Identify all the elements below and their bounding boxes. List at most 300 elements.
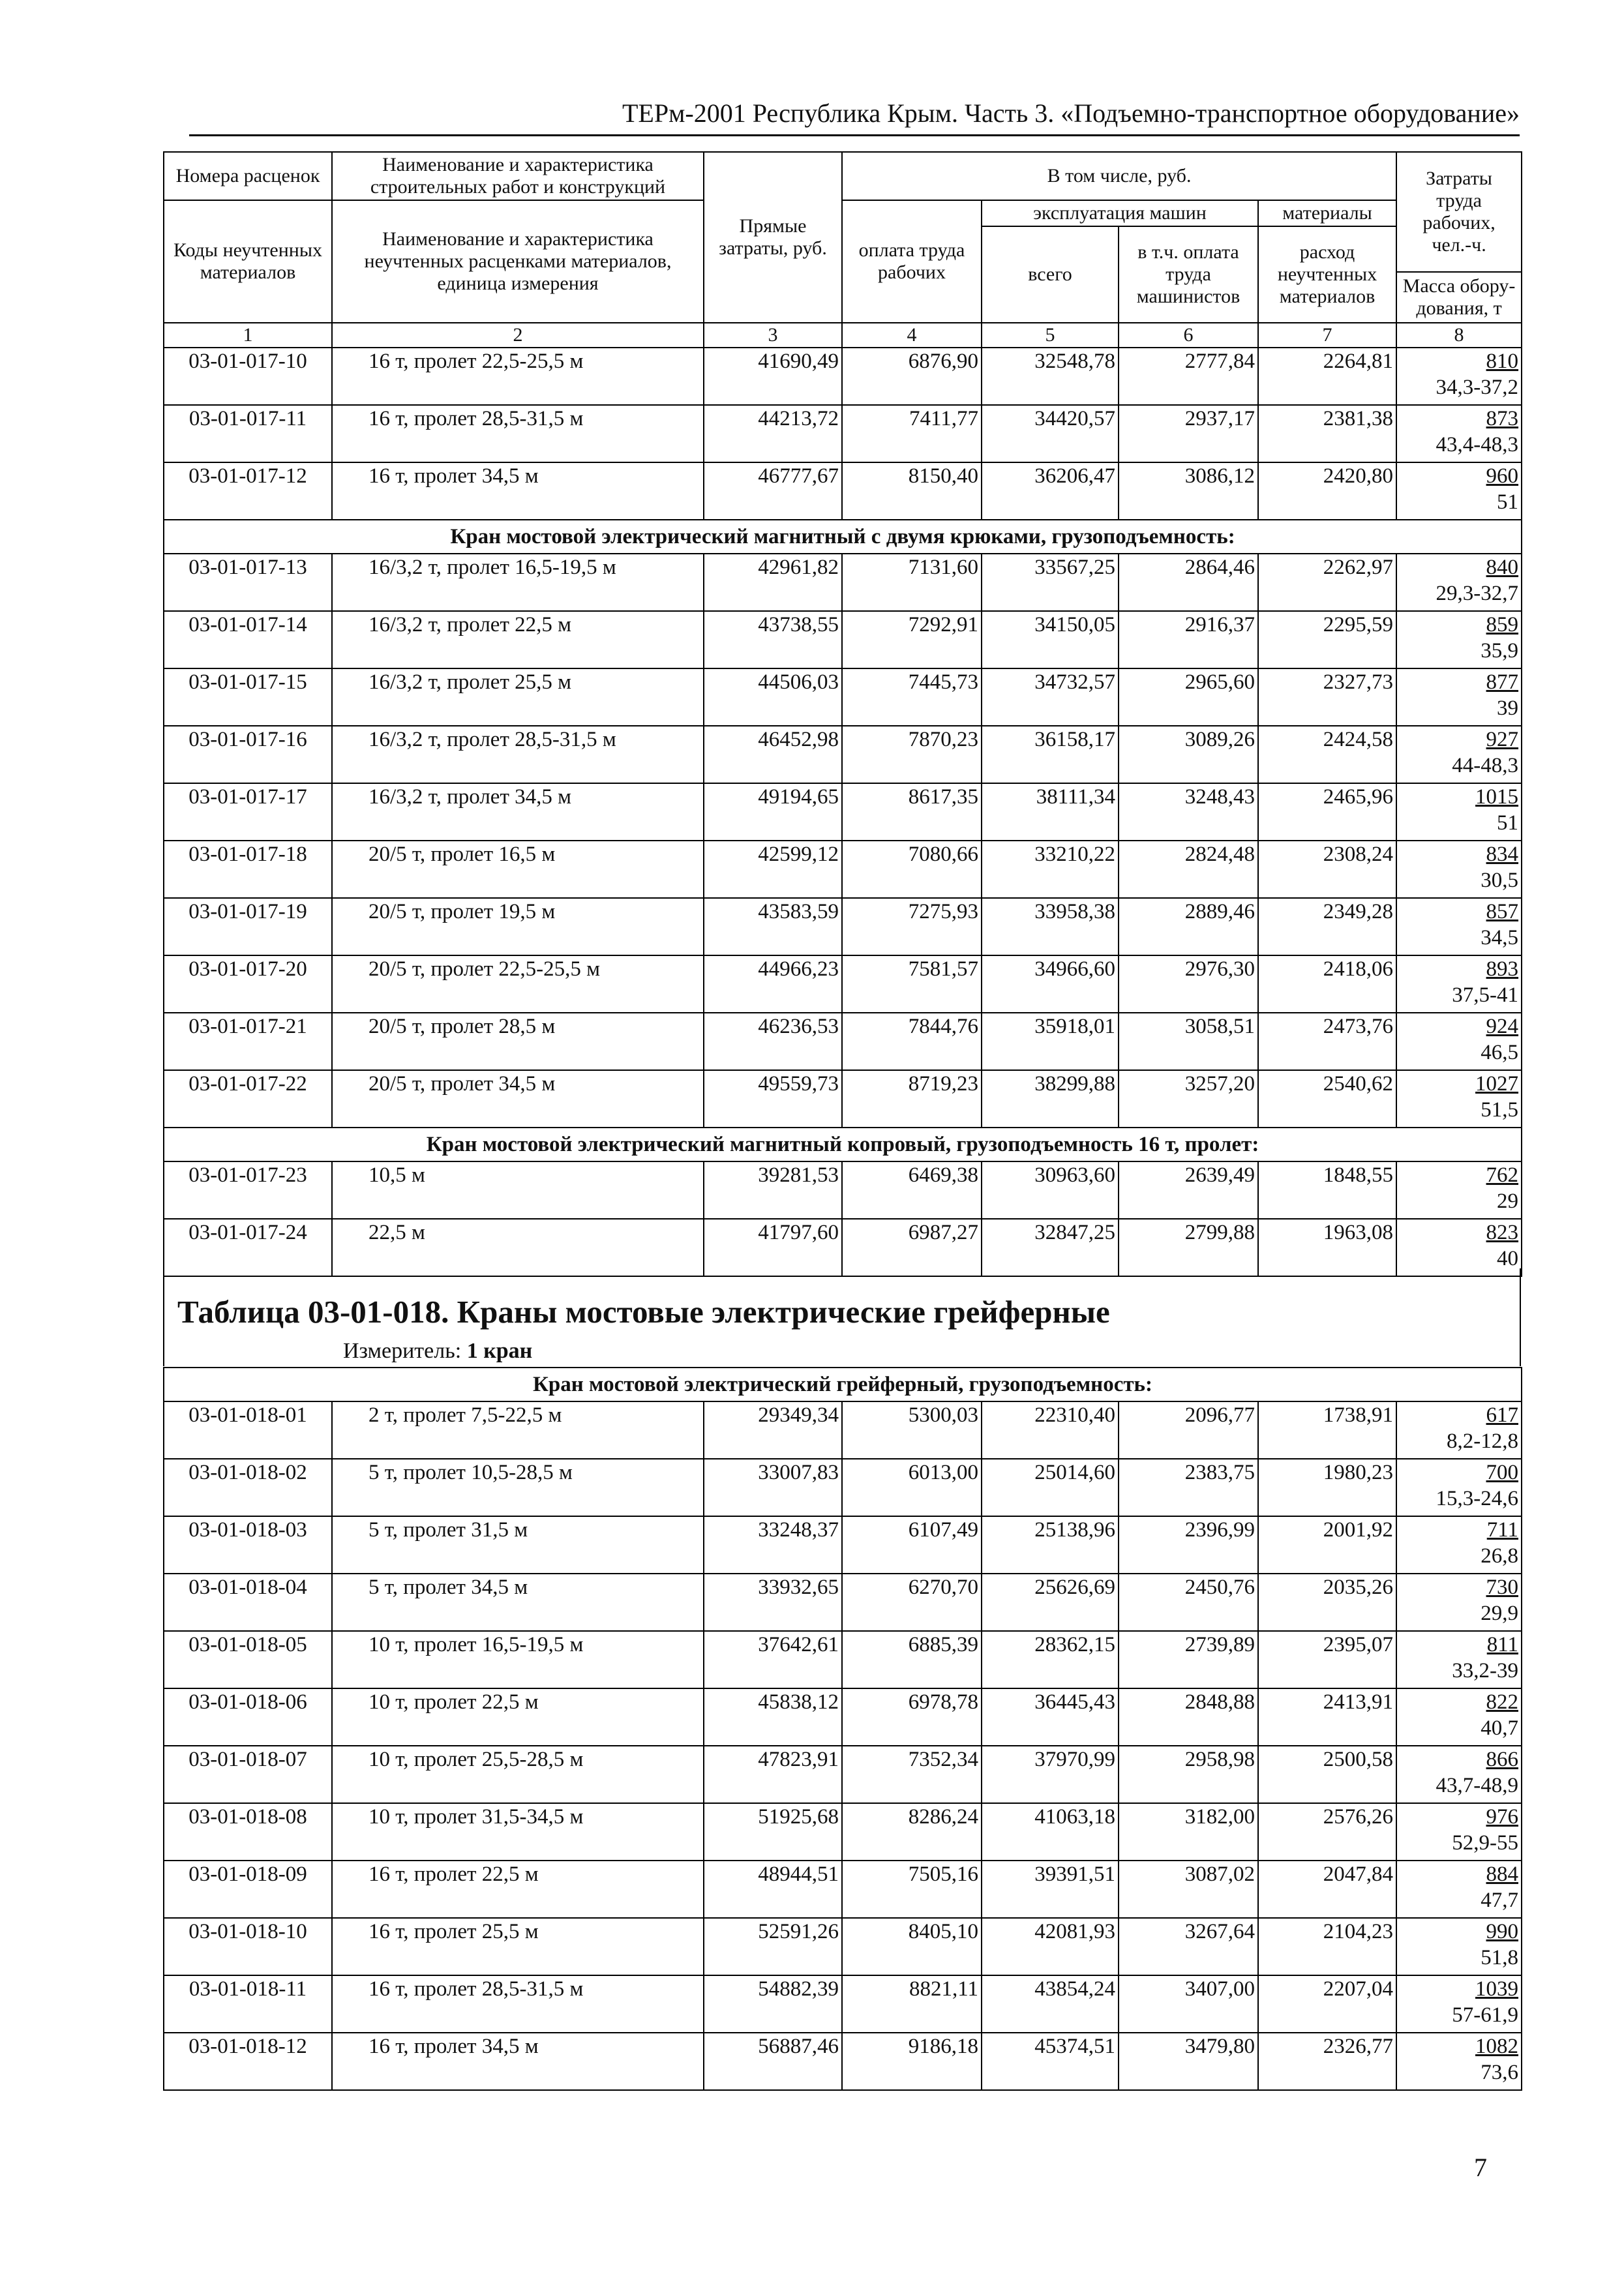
- machines-total: 25014,60: [982, 1459, 1119, 1516]
- table-row: [164, 1861, 1522, 1918]
- rate-code: 03-01-017-23: [164, 1161, 332, 1219]
- labor-pay: 7275,93: [842, 898, 982, 955]
- machinist-pay: 2916,37: [1119, 611, 1258, 668]
- work-name: 5 т, пролет 31,5 м: [332, 1516, 704, 1574]
- labor-cost-value: 927: [1486, 728, 1519, 751]
- equipment-mass-value: 43,4-48,3: [1436, 433, 1519, 456]
- head-rate-numbers: Номера расценок: [164, 152, 332, 200]
- labor-pay: 7581,57: [842, 955, 982, 1013]
- work-name: 16/3,2 т, пролет 28,5-31,5 м: [332, 726, 704, 783]
- labor-and-mass: [1396, 1013, 1522, 1070]
- rate-code: 03-01-018-10: [164, 1918, 332, 1975]
- labor-cost-value: 884: [1486, 1863, 1518, 1886]
- work-name: 20/5 т, пролет 22,5-25,5 м: [332, 955, 704, 1013]
- machines-total: 38111,34: [982, 783, 1119, 841]
- measure-label: Измеритель:: [343, 1339, 462, 1363]
- col-index: 7: [1258, 323, 1396, 348]
- labor-cost-value: 873: [1486, 407, 1519, 430]
- labor-pay: 9186,18: [842, 2033, 982, 2090]
- machinist-pay: 3182,00: [1119, 1803, 1258, 1861]
- equipment-mass-value: 51: [1497, 490, 1519, 514]
- equipment-mass-value: 39: [1497, 696, 1519, 720]
- labor-and-mass: [1396, 1401, 1522, 1459]
- materials: 2395,07: [1258, 1631, 1396, 1688]
- materials: 1738,91: [1258, 1401, 1396, 1459]
- work-name: 10 т, пролет 25,5-28,5 м: [332, 1746, 704, 1803]
- direct-costs: 43583,59: [704, 898, 842, 955]
- labor-pay: 7352,34: [842, 1746, 982, 1803]
- head-equipment-mass: Масса обору-дования, т: [1396, 272, 1522, 323]
- work-name: 20/5 т, пролет 16,5 м: [332, 841, 704, 898]
- labor-cost-value: 877: [1486, 670, 1519, 694]
- table-row: [164, 1070, 1522, 1128]
- labor-and-mass: [1396, 462, 1522, 520]
- rate-code: 03-01-017-16: [164, 726, 332, 783]
- direct-costs: 33932,65: [704, 1574, 842, 1631]
- table-row: [164, 1013, 1522, 1070]
- table-row: [164, 1631, 1522, 1688]
- section-row: [164, 1368, 1522, 1401]
- rate-code: 03-01-018-07: [164, 1746, 332, 1803]
- rate-code: 03-01-017-18: [164, 841, 332, 898]
- direct-costs: 54882,39: [704, 1975, 842, 2033]
- col-index: 6: [1119, 323, 1258, 348]
- equipment-mass-value: 30,5: [1481, 869, 1519, 892]
- direct-costs: 41797,60: [704, 1219, 842, 1276]
- labor-pay: 6885,39: [842, 1631, 982, 1688]
- labor-pay: 6107,49: [842, 1516, 982, 1574]
- labor-pay: 6270,70: [842, 1574, 982, 1631]
- labor-pay: 6978,78: [842, 1688, 982, 1746]
- machinist-pay: 2450,76: [1119, 1574, 1258, 1631]
- table-row: [164, 611, 1522, 668]
- machines-total: 34966,60: [982, 955, 1119, 1013]
- table-row: [164, 1975, 1522, 2033]
- direct-costs: 52591,26: [704, 1918, 842, 1975]
- machines-total: 30963,60: [982, 1161, 1119, 1219]
- table-row: [164, 955, 1522, 1013]
- machines-total: 36206,47: [982, 462, 1119, 520]
- materials: 2104,23: [1258, 1918, 1396, 1975]
- rate-code: 03-01-018-03: [164, 1516, 332, 1574]
- materials: 2349,28: [1258, 898, 1396, 955]
- labor-and-mass: [1396, 1803, 1522, 1861]
- table-row: [164, 1918, 1522, 1975]
- head-direct-costs: Прямые затраты, руб.: [704, 152, 842, 323]
- equipment-mass-value: 46,5: [1481, 1041, 1519, 1064]
- machines-total: 37970,99: [982, 1746, 1119, 1803]
- labor-pay: 7411,77: [842, 405, 982, 462]
- col-index: 3: [704, 323, 842, 348]
- direct-costs: 37642,61: [704, 1631, 842, 1688]
- equipment-mass-value: 34,5: [1481, 926, 1519, 950]
- labor-pay: 8719,23: [842, 1070, 982, 1128]
- rate-code: 03-01-018-05: [164, 1631, 332, 1688]
- table-row: [164, 2033, 1522, 2090]
- work-name: 16 т, пролет 28,5-31,5 м: [332, 1975, 704, 2033]
- table-row: [164, 898, 1522, 955]
- equipment-mass-value: 29,9: [1481, 1602, 1518, 1625]
- labor-pay: 7844,76: [842, 1013, 982, 1070]
- equipment-mass-value: 37,5-41: [1452, 983, 1519, 1007]
- table-row: [164, 554, 1522, 611]
- direct-costs: 46236,53: [704, 1013, 842, 1070]
- labor-and-mass: [1396, 1975, 1522, 2033]
- labor-pay: 7445,73: [842, 668, 982, 726]
- labor-and-mass: [1396, 1631, 1522, 1688]
- labor-and-mass: [1396, 668, 1522, 726]
- materials: 2540,62: [1258, 1070, 1396, 1128]
- direct-costs: 47823,91: [704, 1746, 842, 1803]
- labor-cost-value: 823: [1486, 1221, 1519, 1244]
- table-measure: [343, 1338, 532, 1364]
- machines-total: 34420,57: [982, 405, 1119, 462]
- labor-and-mass: [1396, 955, 1522, 1013]
- materials: 1980,23: [1258, 1459, 1396, 1516]
- equipment-mass-value: 52,9-55: [1452, 1831, 1518, 1855]
- materials: 2424,58: [1258, 726, 1396, 783]
- labor-cost-value: 762: [1486, 1163, 1519, 1187]
- table-row: [164, 726, 1522, 783]
- labor-cost-value: 840: [1486, 556, 1519, 579]
- labor-and-mass: [1396, 898, 1522, 955]
- direct-costs: 43738,55: [704, 611, 842, 668]
- work-name: 16/3,2 т, пролет 25,5 м: [332, 668, 704, 726]
- labor-and-mass: [1396, 1459, 1522, 1516]
- table-row: [164, 1516, 1522, 1574]
- rate-code: 03-01-017-22: [164, 1070, 332, 1128]
- equipment-mass-value: 73,6: [1481, 2061, 1518, 2084]
- labor-and-mass: [1396, 1746, 1522, 1803]
- machinist-pay: 2777,84: [1119, 348, 1258, 405]
- rate-code: 03-01-017-17: [164, 783, 332, 841]
- equipment-mass-value: 44-48,3: [1452, 754, 1519, 777]
- labor-cost-value: 857: [1486, 900, 1519, 923]
- machinist-pay: 3086,12: [1119, 462, 1258, 520]
- direct-costs: 49559,73: [704, 1070, 842, 1128]
- labor-cost-value: 700: [1486, 1461, 1518, 1484]
- rate-code: 03-01-018-06: [164, 1688, 332, 1746]
- labor-and-mass: [1396, 1574, 1522, 1631]
- head-machines: эксплуатация машин: [982, 200, 1258, 226]
- labor-cost-value: 960: [1486, 464, 1519, 488]
- equipment-mass-value: 29: [1497, 1189, 1519, 1213]
- machinist-pay: 2824,48: [1119, 841, 1258, 898]
- machinist-pay: 2889,46: [1119, 898, 1258, 955]
- work-name: 16/3,2 т, пролет 16,5-19,5 м: [332, 554, 704, 611]
- rate-code: 03-01-017-13: [164, 554, 332, 611]
- table-row: [164, 783, 1522, 841]
- rate-code: 03-01-018-11: [164, 1975, 332, 2033]
- direct-costs: 51925,68: [704, 1803, 842, 1861]
- labor-and-mass: [1396, 1918, 1522, 1975]
- labor-and-mass: [1396, 2033, 1522, 2090]
- labor-pay: 6987,27: [842, 1219, 982, 1276]
- machines-total: 45374,51: [982, 2033, 1119, 2090]
- col-index: 8: [1396, 323, 1522, 348]
- header-rule: [189, 134, 1520, 136]
- rate-code: 03-01-017-24: [164, 1219, 332, 1276]
- machines-total: 33567,25: [982, 554, 1119, 611]
- equipment-mass-value: 15,3-24,6: [1436, 1487, 1518, 1510]
- equipment-mass-value: 47,7: [1481, 1889, 1518, 1912]
- direct-costs: 44213,72: [704, 405, 842, 462]
- head-materials: материалы: [1258, 200, 1396, 226]
- labor-pay: 6469,38: [842, 1161, 982, 1219]
- labor-cost-value: 711: [1486, 1518, 1518, 1542]
- work-name: 16 т, пролет 25,5 м: [332, 1918, 704, 1975]
- rates-table-017: [163, 151, 1522, 1277]
- labor-pay: 8405,10: [842, 1918, 982, 1975]
- labor-and-mass: [1396, 405, 1522, 462]
- head-unaccounted-materials: расход неучтенных материалов: [1258, 226, 1396, 323]
- work-name: 2 т, пролет 7,5-22,5 м: [332, 1401, 704, 1459]
- labor-pay: 7292,91: [842, 611, 982, 668]
- labor-and-mass: [1396, 554, 1522, 611]
- direct-costs: 33248,37: [704, 1516, 842, 1574]
- equipment-mass-value: 43,7-48,9: [1436, 1774, 1518, 1797]
- section-heading: Кран мостовой электрический магнитный копровый, грузоподъемность 16 т, пролет:: [164, 1128, 1522, 1161]
- labor-pay: 6876,90: [842, 348, 982, 405]
- direct-costs: 48944,51: [704, 1861, 842, 1918]
- labor-and-mass: [1396, 1219, 1522, 1276]
- col-index: 1: [164, 323, 332, 348]
- materials: 2327,73: [1258, 668, 1396, 726]
- head-material-codes: Коды неучтенных материалов: [164, 200, 332, 323]
- equipment-mass-value: 40,7: [1481, 1716, 1518, 1740]
- table-row: [164, 1803, 1522, 1861]
- rate-code: 03-01-018-12: [164, 2033, 332, 2090]
- materials: 2035,26: [1258, 1574, 1396, 1631]
- labor-pay: 8286,24: [842, 1803, 982, 1861]
- machines-total: 28362,15: [982, 1631, 1119, 1688]
- materials: 2264,81: [1258, 348, 1396, 405]
- equipment-mass-value: 57-61,9: [1452, 2003, 1518, 2027]
- materials: 2413,91: [1258, 1688, 1396, 1746]
- page-number: 7: [1474, 2153, 1487, 2182]
- machinist-pay: 3407,00: [1119, 1975, 1258, 2033]
- table-row: [164, 405, 1522, 462]
- labor-pay: 7505,16: [842, 1861, 982, 1918]
- equipment-mass-value: 35,9: [1481, 639, 1519, 663]
- labor-and-mass: [1396, 1070, 1522, 1128]
- materials: 2326,77: [1258, 2033, 1396, 2090]
- table-row: [164, 348, 1522, 405]
- labor-cost-value: 990: [1486, 1920, 1518, 1943]
- rate-code: 03-01-018-09: [164, 1861, 332, 1918]
- machinist-pay: 3257,20: [1119, 1070, 1258, 1128]
- direct-costs: 33007,83: [704, 1459, 842, 1516]
- materials: 2207,04: [1258, 1975, 1396, 2033]
- labor-and-mass: [1396, 1516, 1522, 1574]
- machines-total: 34732,57: [982, 668, 1119, 726]
- section-row: [164, 520, 1522, 554]
- machinist-pay: 2739,89: [1119, 1631, 1258, 1688]
- machines-total: 25138,96: [982, 1516, 1119, 1574]
- rate-code: 03-01-017-14: [164, 611, 332, 668]
- machines-total: 36445,43: [982, 1688, 1119, 1746]
- equipment-mass-value: 40: [1497, 1247, 1519, 1270]
- equipment-mass-value: 51: [1497, 811, 1519, 835]
- head-labor-pay: оплата труда рабочих: [842, 200, 982, 323]
- machines-total: 22310,40: [982, 1401, 1119, 1459]
- running-header: ТЕРм-2001 Республика Крым. Часть 3. «Подъемно-транспортное оборудование»: [622, 98, 1520, 128]
- machines-total: 33210,22: [982, 841, 1119, 898]
- table-row: [164, 668, 1522, 726]
- machinist-pay: 2799,88: [1119, 1219, 1258, 1276]
- labor-cost-value: 811: [1486, 1633, 1518, 1656]
- table-row: [164, 1219, 1522, 1276]
- machines-total: 42081,93: [982, 1918, 1119, 1975]
- machinist-pay: 2396,99: [1119, 1516, 1258, 1574]
- measure-value: 1 кран: [466, 1339, 533, 1363]
- table-title: Таблица 03-01-018. Краны мостовые электрические грейферные: [177, 1294, 1110, 1330]
- head-machinist-pay: в т.ч. оплата труда машинистов: [1119, 226, 1258, 323]
- rate-code: 03-01-018-02: [164, 1459, 332, 1516]
- labor-pay: 7131,60: [842, 554, 982, 611]
- table-row: [164, 841, 1522, 898]
- direct-costs: 44966,23: [704, 955, 842, 1013]
- col-index: 2: [332, 323, 704, 348]
- head-including: В том числе, руб.: [842, 152, 1396, 200]
- labor-cost-value: 1082: [1475, 2035, 1518, 2058]
- work-name: 16/3,2 т, пролет 34,5 м: [332, 783, 704, 841]
- table-row: [164, 1401, 1522, 1459]
- labor-cost-value: 822: [1486, 1690, 1518, 1714]
- work-name: 10 т, пролет 22,5 м: [332, 1688, 704, 1746]
- rate-code: 03-01-017-19: [164, 898, 332, 955]
- direct-costs: 44506,03: [704, 668, 842, 726]
- rate-code: 03-01-018-01: [164, 1401, 332, 1459]
- machines-total: 32548,78: [982, 348, 1119, 405]
- work-name: 20/5 т, пролет 19,5 м: [332, 898, 704, 955]
- labor-and-mass: [1396, 841, 1522, 898]
- work-name: 10 т, пролет 31,5-34,5 м: [332, 1803, 704, 1861]
- materials: 2420,80: [1258, 462, 1396, 520]
- rate-code: 03-01-017-11: [164, 405, 332, 462]
- equipment-mass-value: 29,3-32,7: [1436, 582, 1519, 605]
- work-name: 20/5 т, пролет 28,5 м: [332, 1013, 704, 1070]
- head-material-name: Наименование и характеристика неучтенных расценками материалов, единица измерения: [332, 200, 704, 323]
- machinist-pay: 2383,75: [1119, 1459, 1258, 1516]
- head-labor-cost: Затраты труда рабочих, чел.-ч.: [1396, 152, 1522, 272]
- machinist-pay: 3087,02: [1119, 1861, 1258, 1918]
- materials: 2500,58: [1258, 1746, 1396, 1803]
- materials: 2465,96: [1258, 783, 1396, 841]
- work-name: 5 т, пролет 10,5-28,5 м: [332, 1459, 704, 1516]
- direct-costs: 41690,49: [704, 348, 842, 405]
- machines-total: 35918,01: [982, 1013, 1119, 1070]
- rate-code: 03-01-017-10: [164, 348, 332, 405]
- machinist-pay: 2958,98: [1119, 1746, 1258, 1803]
- materials: 2418,06: [1258, 955, 1396, 1013]
- machinist-pay: 2976,30: [1119, 955, 1258, 1013]
- rate-code: 03-01-017-12: [164, 462, 332, 520]
- direct-costs: 46452,98: [704, 726, 842, 783]
- rates-table-018: [163, 1367, 1522, 2091]
- machines-total: 41063,18: [982, 1803, 1119, 1861]
- labor-pay: 8617,35: [842, 783, 982, 841]
- machines-total: 25626,69: [982, 1574, 1119, 1631]
- materials: 2047,84: [1258, 1861, 1396, 1918]
- materials: 2001,92: [1258, 1516, 1396, 1574]
- rate-code: 03-01-017-21: [164, 1013, 332, 1070]
- machines-total: 36158,17: [982, 726, 1119, 783]
- machinist-pay: 2639,49: [1119, 1161, 1258, 1219]
- labor-and-mass: [1396, 726, 1522, 783]
- rate-code: 03-01-018-04: [164, 1574, 332, 1631]
- section-heading: Кран мостовой электрический магнитный с двумя крюками, грузоподъемность:: [164, 520, 1522, 554]
- machinist-pay: 2965,60: [1119, 668, 1258, 726]
- direct-costs: 45838,12: [704, 1688, 842, 1746]
- equipment-mass-value: 33,2-39: [1452, 1659, 1518, 1683]
- materials: 2381,38: [1258, 405, 1396, 462]
- table-row: [164, 1746, 1522, 1803]
- labor-pay: 8150,40: [842, 462, 982, 520]
- col-index: 5: [982, 323, 1119, 348]
- work-name: 20/5 т, пролет 34,5 м: [332, 1070, 704, 1128]
- materials: 2576,26: [1258, 1803, 1396, 1861]
- table-row: [164, 1688, 1522, 1746]
- labor-and-mass: [1396, 1161, 1522, 1219]
- head-machines-total: всего: [982, 226, 1119, 323]
- labor-cost-value: 1027: [1475, 1072, 1519, 1096]
- labor-cost-value: 1039: [1475, 1977, 1518, 2001]
- col-index: 4: [842, 323, 982, 348]
- labor-cost-value: 617: [1486, 1403, 1518, 1427]
- direct-costs: 49194,65: [704, 783, 842, 841]
- labor-cost-value: 859: [1486, 613, 1519, 636]
- labor-pay: 6013,00: [842, 1459, 982, 1516]
- labor-cost-value: 834: [1486, 843, 1519, 866]
- table-row: [164, 1161, 1522, 1219]
- machinist-pay: 3479,80: [1119, 2033, 1258, 2090]
- labor-cost-value: 976: [1486, 1805, 1518, 1829]
- machines-total: 34150,05: [982, 611, 1119, 668]
- direct-costs: 42961,82: [704, 554, 842, 611]
- machinist-pay: 3089,26: [1119, 726, 1258, 783]
- materials: 1963,08: [1258, 1219, 1396, 1276]
- work-name: 10 т, пролет 16,5-19,5 м: [332, 1631, 704, 1688]
- materials: 2473,76: [1258, 1013, 1396, 1070]
- direct-costs: 39281,53: [704, 1161, 842, 1219]
- labor-pay: 7080,66: [842, 841, 982, 898]
- rate-code: 03-01-017-20: [164, 955, 332, 1013]
- work-name: 16 т, пролет 28,5-31,5 м: [332, 405, 704, 462]
- labor-cost-value: 924: [1486, 1015, 1519, 1038]
- equipment-mass-value: 26,8: [1481, 1544, 1518, 1568]
- machinist-pay: 2096,77: [1119, 1401, 1258, 1459]
- direct-costs: 29349,34: [704, 1401, 842, 1459]
- work-name: 5 т, пролет 34,5 м: [332, 1574, 704, 1631]
- machinist-pay: 3248,43: [1119, 783, 1258, 841]
- labor-pay: 8821,11: [842, 1975, 982, 2033]
- labor-and-mass: [1396, 1861, 1522, 1918]
- labor-and-mass: [1396, 783, 1522, 841]
- work-name: 10,5 м: [332, 1161, 704, 1219]
- labor-and-mass: [1396, 348, 1522, 405]
- table-row: [164, 462, 1522, 520]
- work-name: 16 т, пролет 34,5 м: [332, 2033, 704, 2090]
- work-name: 16 т, пролет 34,5 м: [332, 462, 704, 520]
- rate-code: 03-01-017-15: [164, 668, 332, 726]
- labor-and-mass: [1396, 1688, 1522, 1746]
- materials: 2295,59: [1258, 611, 1396, 668]
- machines-total: 32847,25: [982, 1219, 1119, 1276]
- labor-cost-value: 1015: [1475, 785, 1519, 809]
- work-name: 16 т, пролет 22,5 м: [332, 1861, 704, 1918]
- work-name: 16 т, пролет 22,5-25,5 м: [332, 348, 704, 405]
